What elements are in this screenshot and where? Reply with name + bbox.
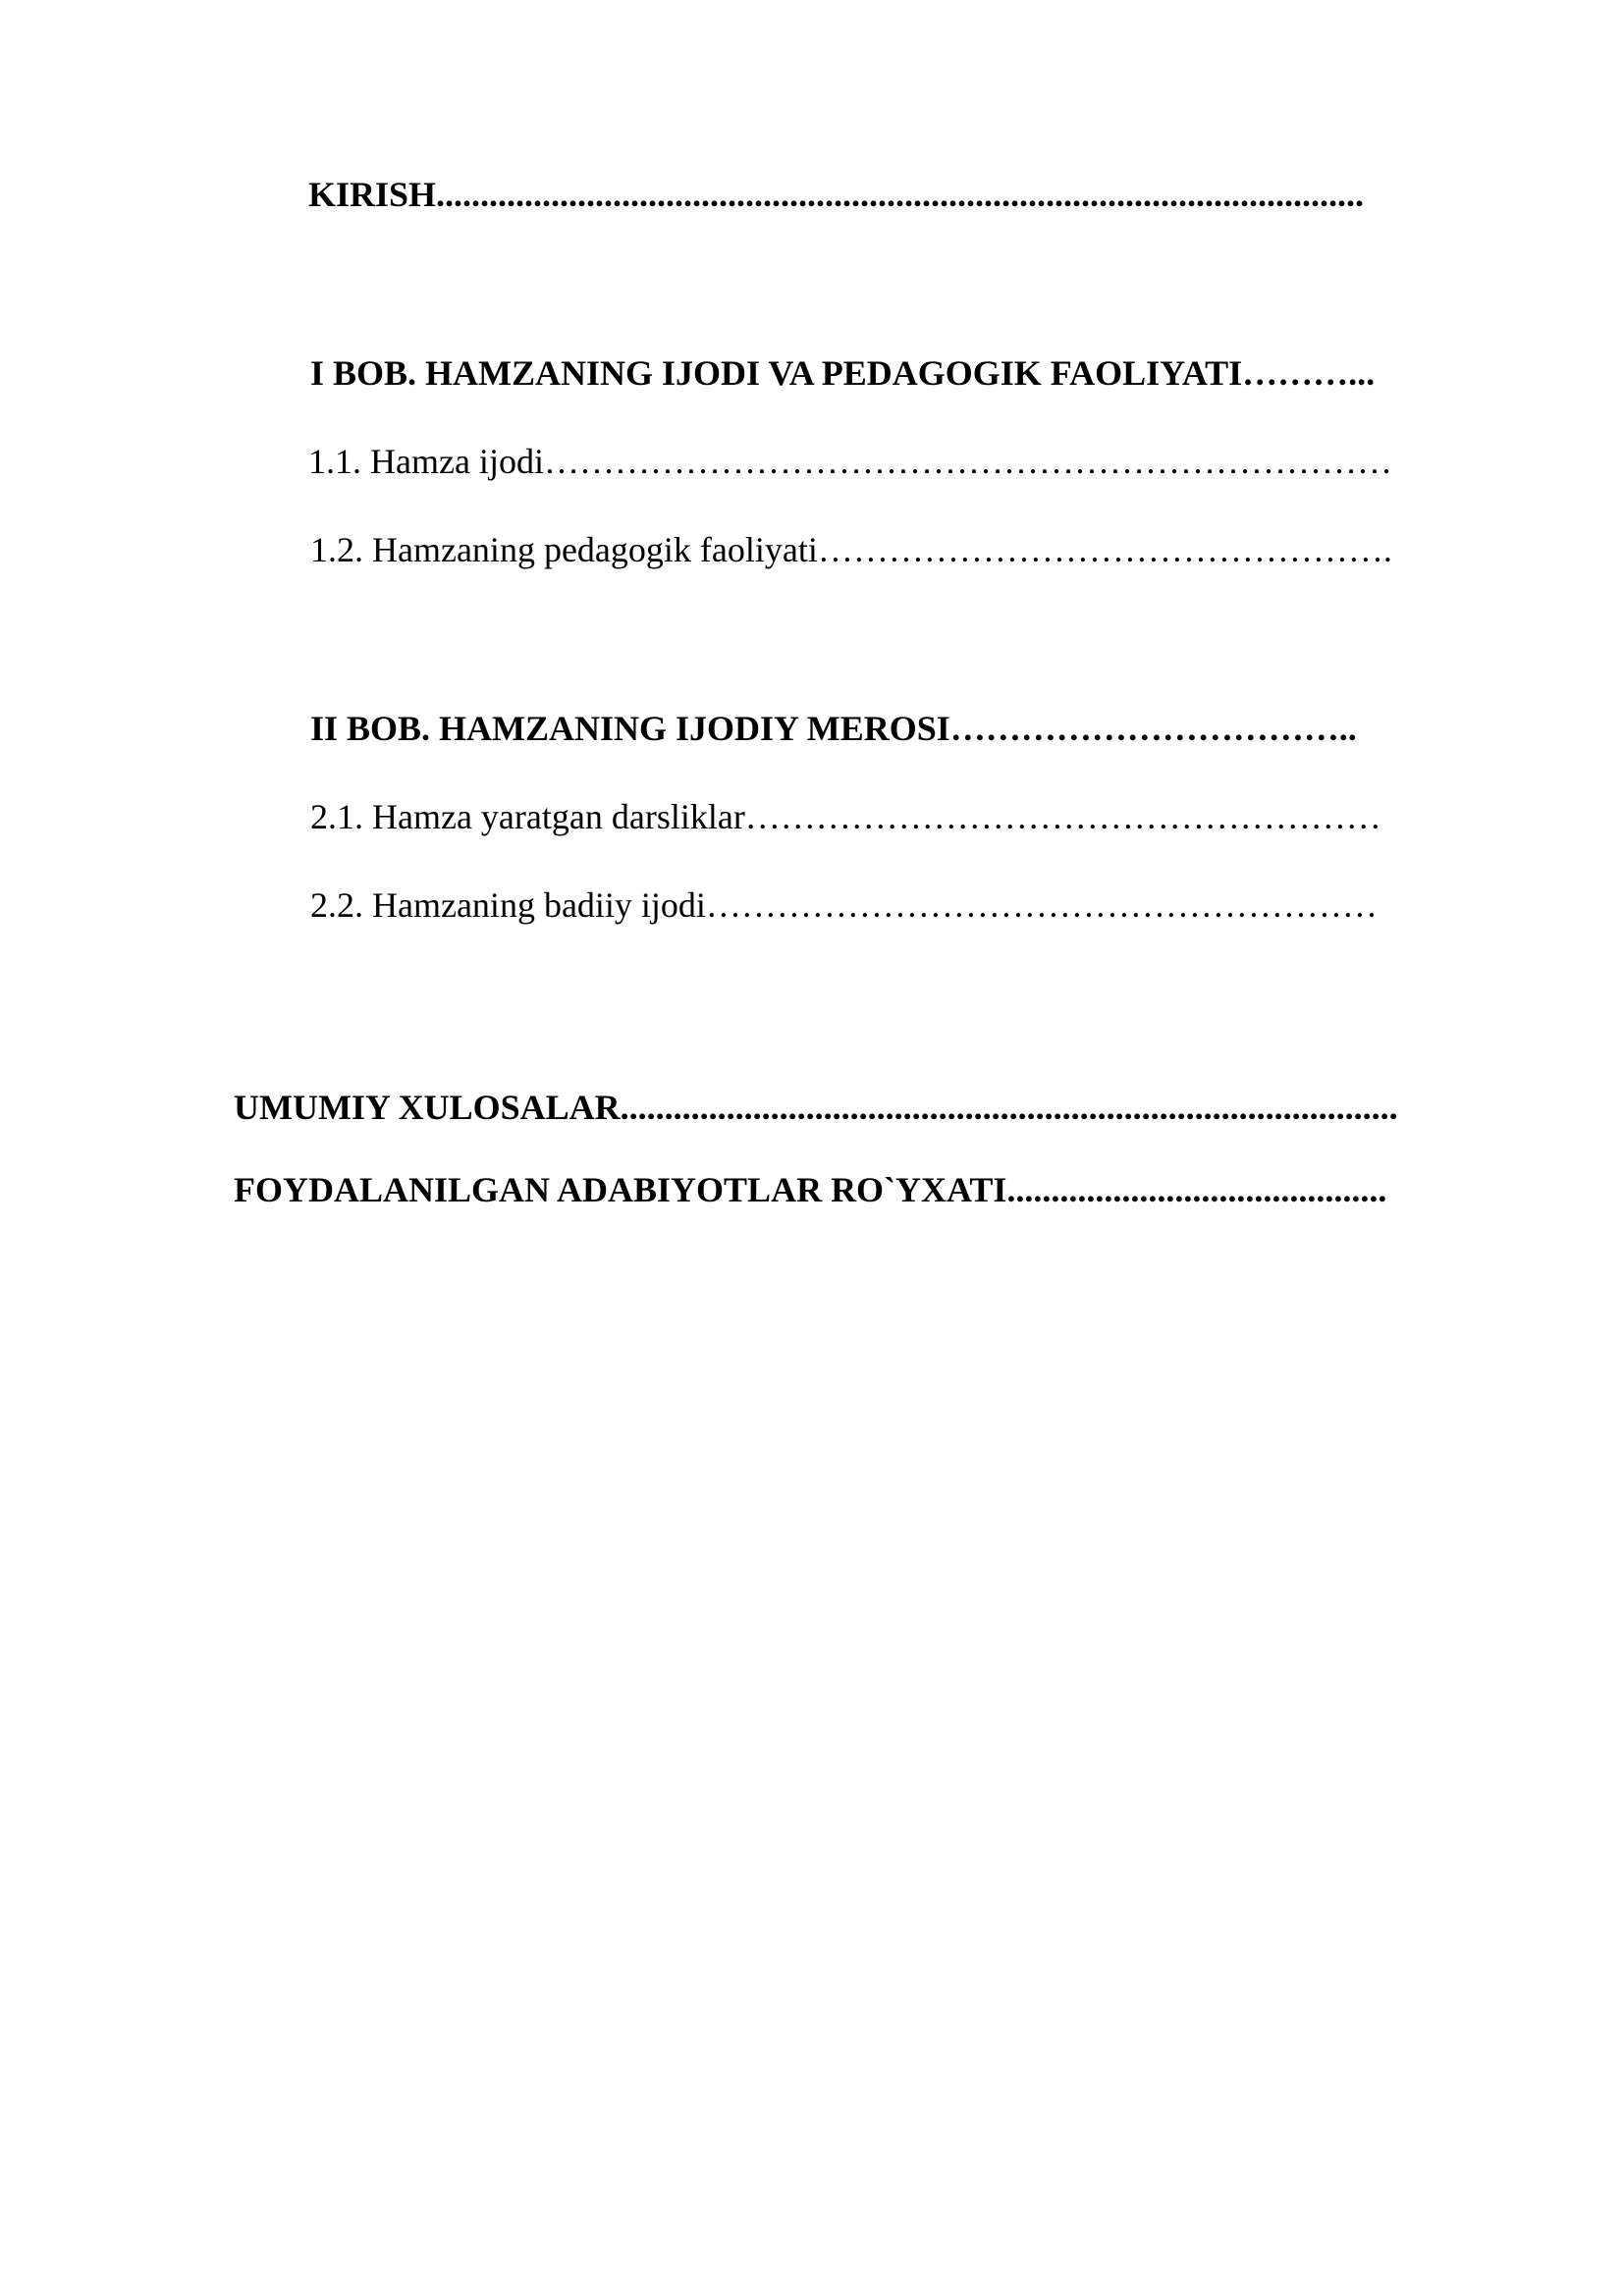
toc-entry-kirish: KIRISH......................................................................................................... xyxy=(308,175,1365,214)
toc-chapter-2-title: II BOB. HAMZANING IJODIY MEROSI…………………………….. xyxy=(310,709,1357,748)
toc-section-1-1: 1.1. Hamza ijodi……………………………………………………………… xyxy=(308,442,1392,481)
toc-section-1-2: 1.2. Hamzaning pedagogik faoliyati…………………………………………. xyxy=(310,530,1392,569)
toc-entry-conclusions: UMUMIY XULOSALAR........................................................................................ xyxy=(234,1088,1398,1127)
toc-chapter-1-title: I BOB. HAMZANING IJODI VA PEDAGOGIK FAOLIYATI………... xyxy=(310,353,1376,393)
toc-section-2-1: 2.1. Hamza yaratgan darsliklar……………………………………………… xyxy=(310,797,1381,836)
toc-entry-references: FOYDALANILGAN ADABIYOTLAR RO`YXATI........................................... xyxy=(234,1170,1387,1209)
toc-section-2-2: 2.2. Hamzaning badiiy ijodi………………………………………………… xyxy=(310,885,1378,925)
